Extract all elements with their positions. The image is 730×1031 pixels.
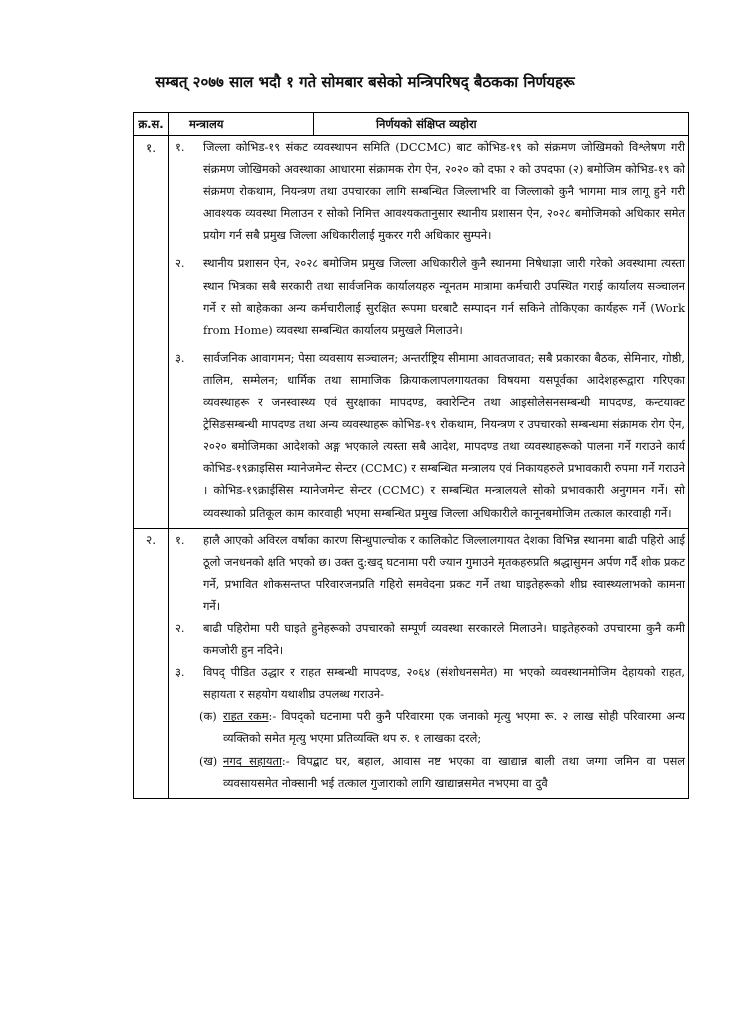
table-row	[134, 528, 689, 798]
decision-text: स्थानीय प्रशासन ऐन, २०२८ बमोजिम प्रमुख जिल्ला अधिकारीले कुनै स्थानमा निषेधाज्ञा जारी गरेको अवस्थामा त्यस्ता स्थान भित्रका सबै सरकारी तथा सार्वजनिक कार्यालयहरु न्यूनतम मात्रामा कर्मचारी उपस्थित गराई कार्यालय सञ्चालन गर्ने र सो बाहेकका अन्य कर्मचारीलाई सुरक्षित रूपमा घरबाटै सम्पादन गर्न सकिने तोकिएका कार्यहरू गर्ने (Work from Home) व्यवस्था सम्बन्धित कार्यालय प्रमुखले मिलाउने।	[203, 256, 685, 337]
decision-number: ३.	[175, 350, 185, 365]
row-serial: १.	[134, 136, 169, 529]
page-title: सम्बत् २०७७ साल भदौ १ गते सोमबार बसेको मन्त्रिपरिषद् बैठकका निर्णयहरू	[155, 73, 575, 91]
decision-item	[171, 136, 685, 246]
decision-item	[171, 252, 685, 340]
sub-item-heading: नगद सहायता	[223, 753, 282, 768]
decision-text: जिल्ला कोभिड-१९ संकट व्यवस्थापन समिति (DCCMC) बाट कोभिड-१९ को संक्रमण जोखिमको विश्लेषण गरी संक्रमण जोखिमको अवस्थाका आधारमा संक्रामक रोग ऐन, २०२० को दफा २ को उपदफा (२) बमोजिम कोभिड-१९ को संक्रमण रोकथाम, नियन्त्रण तथा उपचारका लागि सम्बन्धित जिल्लाभरि वा जिल्लाको कुनै भागमा मात्र लागू हुने गरी आवश्यक व्यवस्था मिलाउन र सोको निमित्त आवश्यकतानुसार स्थानीय प्रशासन ऐन, २०२८ बमोजिमको अधिकार समेत प्रयोग गर्न सबै प्रमुख जिल्ला अधिकारीलाई मुकरर गरी अधिकार सुम्पने।	[203, 140, 685, 243]
decision-number: २.	[175, 256, 185, 271]
decision-item	[171, 661, 685, 705]
decision-item	[171, 529, 685, 617]
sub-item-body: :- विपद्को घटनामा परी कुनै परिवारमा एक जनाको मृत्यु भएमा रू. २ लाख सोही परिवारमा अन्य व्यक्तिको समेत मृत्यु भएमा प्रतिव्यक्ति थप रु. १ लाखका दरले;	[223, 709, 685, 746]
sub-item-label: (क)	[199, 709, 217, 724]
header-ministry: मन्त्रालय	[169, 113, 314, 136]
row-serial: २.	[134, 528, 169, 798]
decision-text: विपद् पीडित उद्धार र राहत सम्बन्धी मापदण्ड, २०६४ (संशोधनसमेत) मा भएको व्यवस्थानमोजिम देहायको राहत, सहायता र सहयोग यथाशीघ्र उपलब्ध गराउने-	[203, 665, 685, 702]
decision-item	[171, 617, 685, 661]
header-serial: क्र.स.	[134, 113, 169, 136]
table-header-row	[134, 113, 689, 136]
decision-number: ३.	[175, 665, 185, 680]
decision-number: २.	[175, 620, 185, 635]
sub-item	[199, 705, 685, 749]
sub-item-text	[223, 705, 685, 749]
decision-number: १.	[175, 532, 185, 547]
table-row	[134, 136, 689, 529]
sub-item-body: :- विपद्बाट घर, बहाल, आवास नष्ट भएका वा खाद्यान्न बाली तथा जग्गा जमिन वा पसल व्यवसायसमेत नोक्सानी भई तत्काल गुजाराको लागि खाद्यान्नसमेत नभएमा वा दुवै	[223, 753, 685, 790]
header-summary: निर्णयको संक्षिप्त व्यहोरा	[314, 113, 689, 136]
decision-text: सार्वजनिक आवागमन; पेसा व्यवसाय सञ्चालन; अन्तर्राष्ट्रिय सीमामा आवतजावत; सबै प्रकारका बैठक, सेमिनार, गोष्ठी, तालिम, सम्मेलन; धार्मिक तथा सामाजिक क्रियाकलापलगायतका विषयमा यसपूर्वका आदेशहरूद्वारा गरिएका व्यवस्थाहरू र जनस्वास्थ्य एवं सुरक्षाका मापदण्ड, क्वारेन्टिन तथा आइसोलेसनसम्बन्धी मापदण्ड, कन्टयाक्ट ट्रेसिङसम्बन्धी मापदण्ड तथा अन्य व्यवस्थाहरू कोभिड-१९ रोकथाम, नियन्त्रण र उपचारको सम्बन्धमा संक्रामक रोग ऐन, २०२० बमोजिमका आदेशको अङ्ग भएकाले त्यस्ता सबै आदेश, मापदण्ड तथा व्यवस्थाहरूको पालना गर्ने गराउने कार्य कोभिड-१९क्राइसिस म्यानेजमेन्ट सेन्टर (CCMC) र सम्बन्धित मन्त्रालय एवं निकायहरुले प्रभावकारी रुपमा गर्ने गराउने । कोभिड-१९क्राईसिस म्यानेजमेन्ट सेन्टर (CCMC) र सम्बन्धित मन्त्रालयले सोको प्रभावकारी अनुगमन गर्ने। सो व्यवस्थाको प्रतिकूल काम कारवाही भएमा सम्बन्धित प्रमुख जिल्ला अधिकारीले कानूनबमोजिम तत्काल कारवाही गर्ने।	[203, 350, 685, 520]
decision-number: १.	[175, 140, 185, 154]
decision-cell	[169, 528, 689, 798]
decision-text: बाढी पहिरोमा परी घाइते हुनेहरूको उपचारको सम्पूर्ण व्यवस्था सरकारले मिलाउने। घाइतेहरुको उपचारमा कुनै कमी कमजोरी हुन नदिने।	[203, 620, 685, 658]
decision-cell	[169, 136, 689, 529]
sub-item-heading: राहत रकम	[223, 709, 269, 724]
sub-item-label: (ख)	[199, 753, 218, 768]
decision-text: हालै आएको अविरल वर्षाका कारण सिन्धुपाल्चोक र कालिकोट जिल्लालगायत देशका विभिन्न स्थानमा बाढी पहिरो आई ठूलो जनधनको क्षति भएको छ। उक्त दु:खद् घटनामा परी ज्यान गुमाउने मृतकहरुप्रति श्रद्धासुमन अर्पण गर्दै शोक प्रकट गर्ने, प्रभावित शोकसन्तप्त परिवारजनप्रति गहिरो समवेदना प्रकट गर्ने तथा घाइतेहरूको शीघ्र स्वास्थ्यलाभको कामना गर्ने।	[203, 532, 685, 613]
decision-item	[171, 347, 685, 524]
sub-item-text	[223, 750, 685, 794]
sub-item	[199, 750, 685, 794]
decisions-table	[133, 112, 689, 799]
